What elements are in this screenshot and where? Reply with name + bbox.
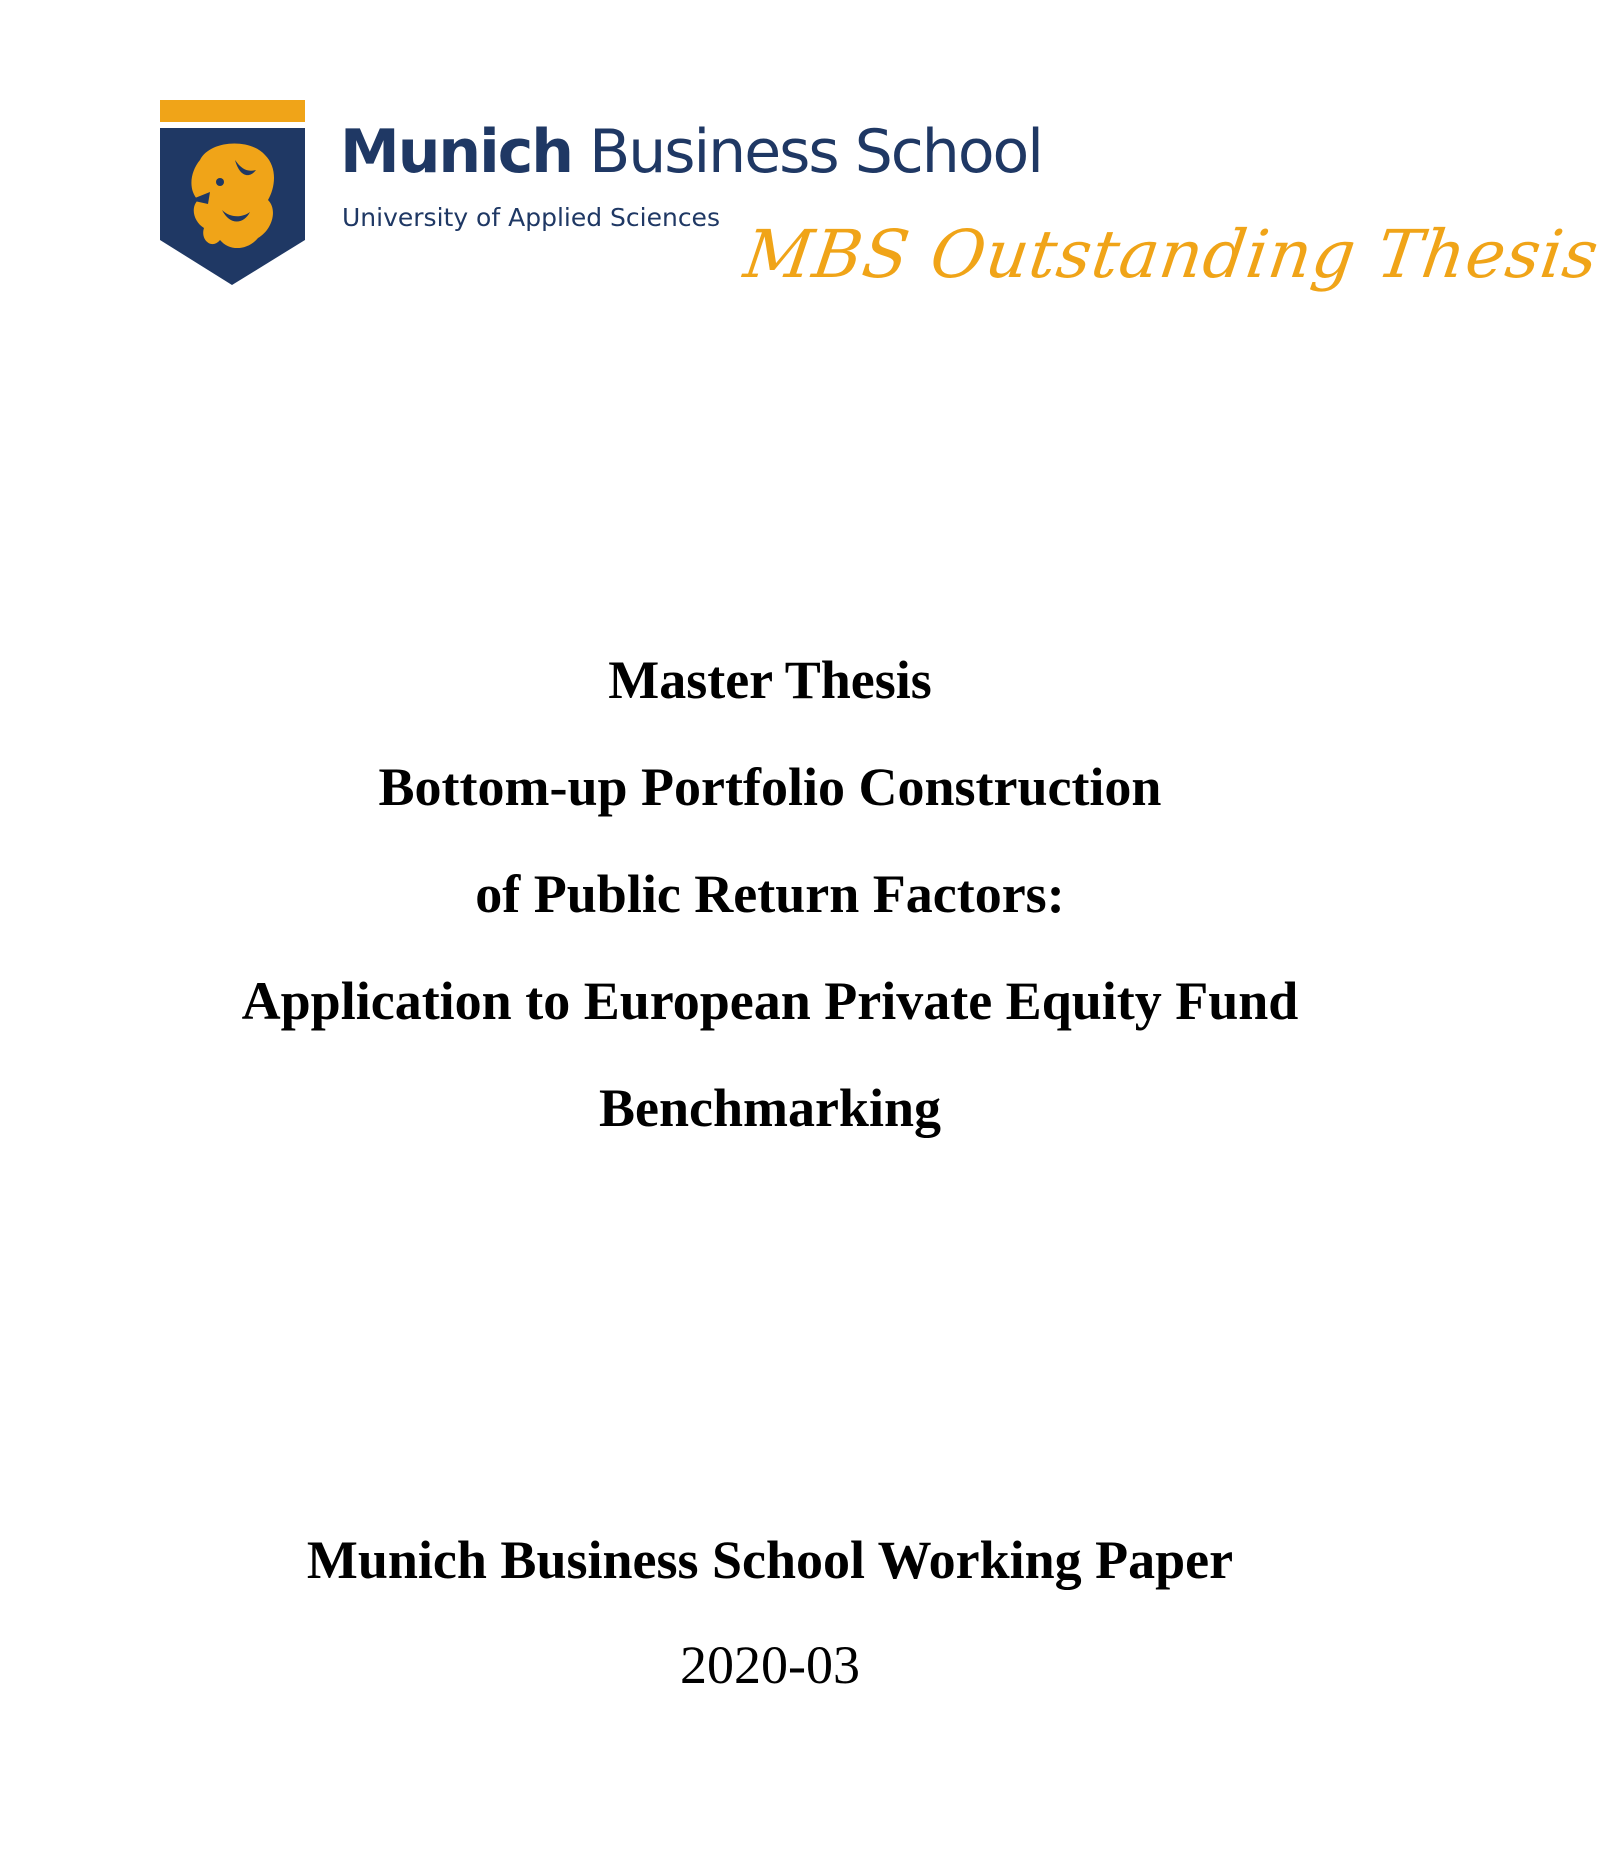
title-line: Bottom-up Portfolio Construction — [378, 757, 1162, 817]
thesis-tagline: MBS Outstanding Thesis — [739, 216, 1604, 293]
title-line: Application to European Private Equity Fund — [241, 971, 1299, 1031]
working-paper-number: 2020-03 — [680, 1635, 860, 1695]
school-name-bold: Munich — [340, 117, 572, 187]
lion-crest-icon — [160, 100, 305, 285]
header-logo — [160, 100, 1604, 330]
title-line: Master Thesis — [608, 650, 932, 710]
school-name-regular: Business School — [589, 117, 1042, 187]
school-subtitle: University of Applied Sciences — [342, 203, 720, 232]
thesis-title — [0, 640, 1540, 1175]
title-line: Benchmarking — [598, 1078, 942, 1138]
school-name — [340, 117, 1042, 187]
title-line: of Public Return Factors: — [475, 864, 1065, 924]
working-paper-series: Munich Business School Working Paper — [306, 1530, 1234, 1590]
